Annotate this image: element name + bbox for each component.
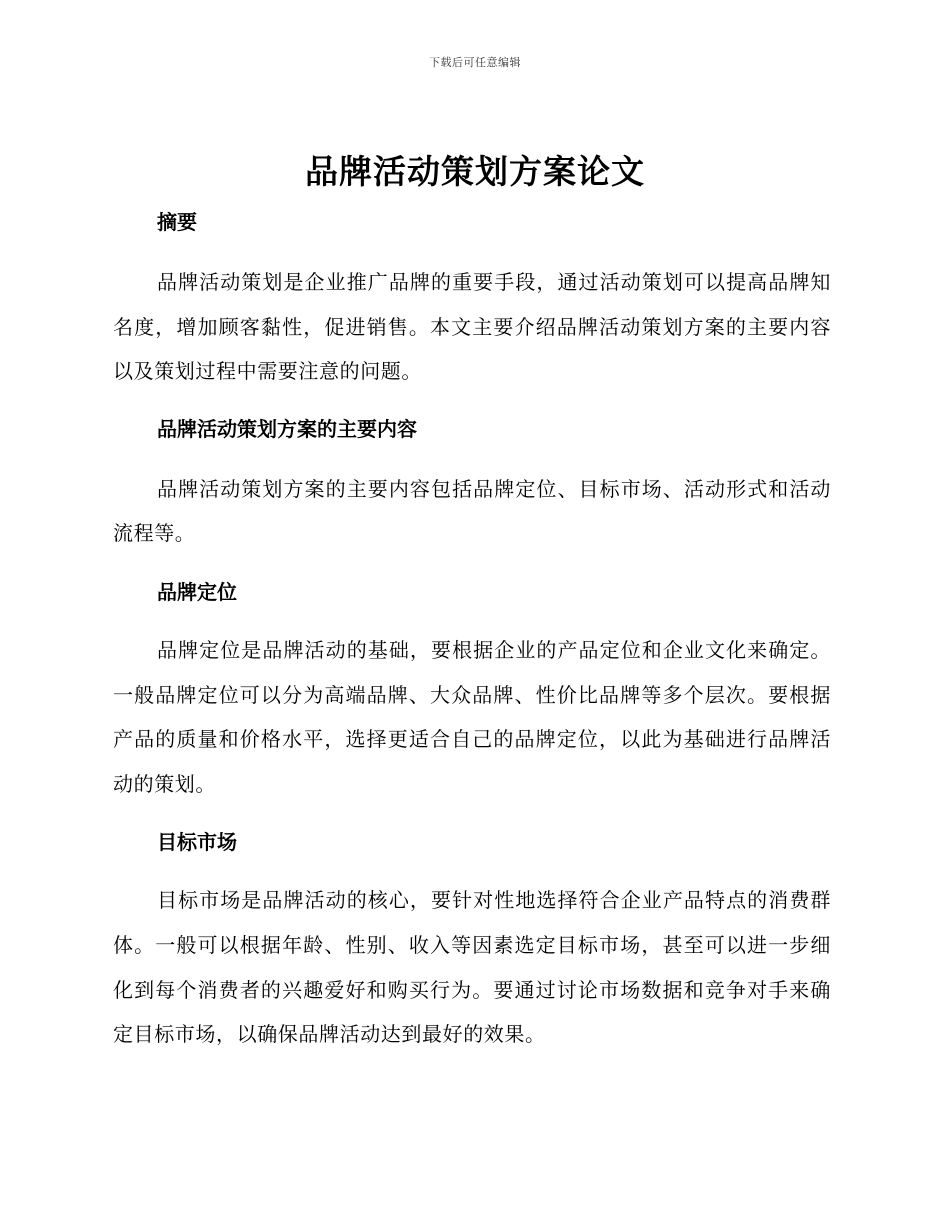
document-title: 品牌活动策划方案论文 xyxy=(305,152,645,191)
section-body-abstract: 品牌活动策划是企业推广品牌的重要手段，通过活动策划可以提高品牌知名度，增加顾客黏性，促进销售。本文主要介绍品牌活动策划方案的主要内容以及策划过程中需要注意的问题。 xyxy=(113,270,831,384)
section-heading-abstract: 摘要 xyxy=(157,210,197,234)
section-heading-brand-positioning: 品牌定位 xyxy=(157,579,237,604)
section-body-main-content: 品牌活动策划方案的主要内容包括品牌定位、目标市场、活动形式和活动流程等。 xyxy=(113,476,831,546)
header-note: 下载后可任意编辑 xyxy=(429,56,521,69)
section-body-target-market: 目标市场是品牌活动的核心，要针对性地选择符合企业产品特点的消费群体。一般可以根据年龄、性别、收入等因素选定目标市场，甚至可以进一步细化到每个消费者的兴趣爱好和购买行为。要通过讨论市场数据和竞争对手来确定目标市场，以确保品牌活动达到最好的效果。 xyxy=(113,888,831,1047)
document-body xyxy=(113,200,831,1057)
section-heading-target-market: 目标市场 xyxy=(157,830,237,855)
section-heading-main-content: 品牌活动策划方案的主要内容 xyxy=(157,416,417,441)
section-body-brand-positioning: 品牌定位是品牌活动的基础，要根据企业的产品定位和企业文化来确定。一般品牌定位可以分为高端品牌、大众品牌、性价比品牌等多个层次。要根据产品的质量和价格水平，选择更适合自己的品牌定位，以此为基础进行品牌活动的策划。 xyxy=(113,637,831,796)
